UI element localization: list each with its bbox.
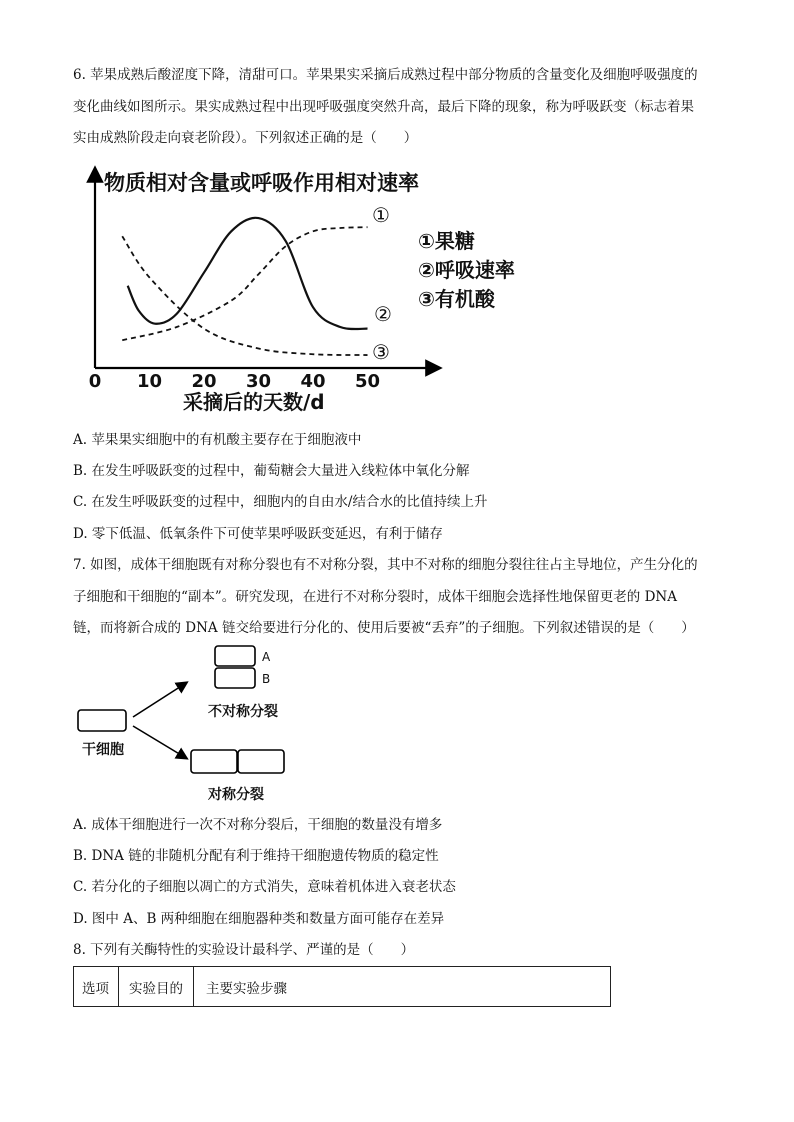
q6-option-b: B. 在发生呼吸跃变的过程中，葡萄糖会大量进入线粒体中氧化分解	[73, 463, 470, 479]
arrow-to-sym	[133, 726, 186, 758]
arrow-to-asym	[133, 683, 186, 717]
q6-chart	[0, 0, 794, 420]
x-tick-label: 20	[191, 371, 217, 392]
table-header-option: 选项	[74, 967, 119, 1006]
q8-stem: 8. 下列有关酶特性的实验设计最科学、严谨的是（ ）	[73, 942, 415, 958]
q8-table	[73, 966, 611, 1007]
legend-item-1: ①果糖	[418, 229, 475, 253]
cell-b	[215, 668, 255, 688]
q6-option-a: A. 苹果果实细胞中的有机酸主要存在于细胞液中	[73, 432, 362, 448]
cell-a	[215, 646, 255, 666]
x-tick-label: 50	[354, 371, 381, 392]
stem-cell-label: 干细胞	[82, 742, 124, 758]
q6-stem-line-2: 变化曲线如图所示。果实成熟过程中出现呼吸强度突然升高，最后下降的现象，称为呼吸跃变（标志着果	[73, 99, 694, 115]
legend-item-2: ②呼吸速率	[418, 258, 515, 282]
table-header-purpose: 实验目的	[119, 967, 194, 1006]
table-header-steps: 主要实验步骤	[206, 980, 287, 997]
curve-label-3: ③	[372, 340, 390, 364]
q7-stem-line-2: 子细胞和干细胞的“副本”。研究发现，在进行不对称分裂时，成体干细胞会选择性地保留更老的 DNA	[73, 589, 677, 605]
sym-cell-left	[191, 750, 237, 773]
q7-option-b: B. DNA 链的非随机分配有利于维持干细胞遗传物质的稳定性	[73, 848, 439, 864]
cell-a-label: A	[262, 650, 271, 664]
x-tick-label: 30	[245, 371, 272, 392]
q6-stem-line-3: 实由成熟阶段走向衰老阶段）。下列叙述正确的是（ ）	[73, 130, 418, 146]
x-tick-label: 10	[136, 371, 163, 392]
chart-title: 物质相对含量或呼吸作用相对速率	[104, 171, 419, 195]
series-line-3	[122, 236, 367, 355]
asym-division-label: 不对称分裂	[208, 704, 278, 720]
q6-option-c: C. 在发生呼吸跃变的过程中，细胞内的自由水/结合水的比值持续上升	[73, 494, 488, 510]
stem-cell	[78, 710, 126, 731]
q7-option-a: A. 成体干细胞进行一次不对称分裂后，干细胞的数量没有增多	[73, 817, 443, 833]
curve-label-1: ①	[372, 203, 390, 227]
sym-cell-right	[238, 750, 284, 773]
curve-label-2: ②	[374, 302, 392, 326]
q6-stem-line-1: 6. 苹果成熟后酸涩度下降，清甜可口。苹果果实采摘后成熟过程中部分物质的含量变化及细胞呼吸强度的	[73, 67, 698, 83]
q7-option-d: D. 图中 A、B 两种细胞在细胞器种类和数量方面可能存在差异	[73, 911, 445, 927]
q7-stem-line-3: 链，而将新合成的 DNA 链交给要进行分化的、使用后要被“丢弃”的子细胞。下列叙述错误的是（ ）	[73, 620, 695, 636]
q7-stem-line-1: 7. 如图，成体干细胞既有对称分裂也有不对称分裂，其中不对称的细胞分裂往往占主导地位，产生分化的	[73, 557, 698, 573]
cell-b-label: B	[262, 672, 271, 686]
series-line-2	[128, 218, 368, 329]
legend-item-3: ③有机酸	[418, 287, 495, 311]
sym-division-label: 对称分裂	[208, 787, 264, 803]
q6-option-d: D. 零下低温、低氧条件下可使苹果呼吸跃变延迟，有利于储存	[73, 526, 443, 542]
chart-xlabel: 采摘后的天数/d	[183, 390, 325, 414]
x-tick-label: 40	[300, 371, 326, 392]
x-tick-label: 0	[88, 371, 102, 392]
q7-diagram	[0, 640, 794, 810]
q7-option-c: C. 若分化的子细胞以凋亡的方式消失，意味着机体进入衰老状态	[73, 879, 456, 895]
